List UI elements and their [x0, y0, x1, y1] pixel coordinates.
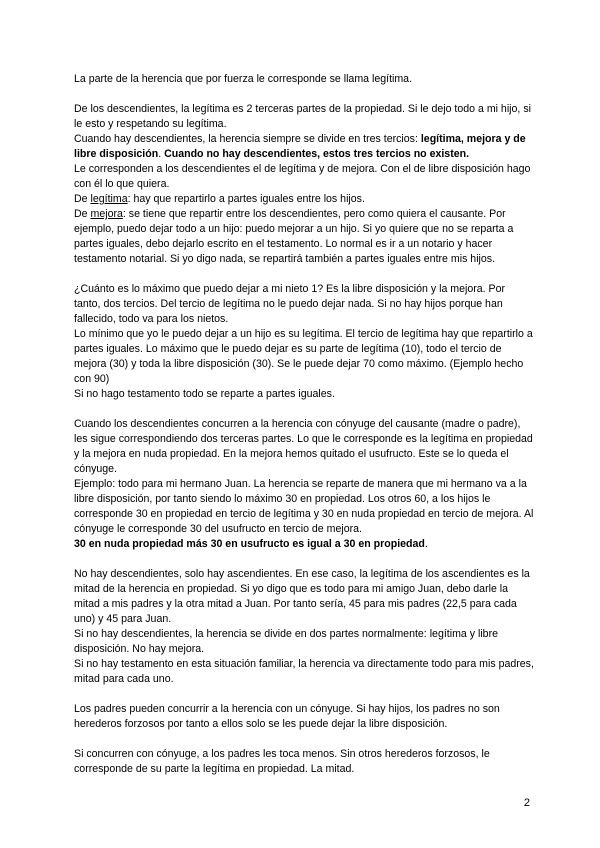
document-body	[74, 72, 534, 777]
paragraph-tres-tercios	[74, 132, 534, 162]
text: .	[158, 148, 165, 160]
paragraph-corresponden: Le corresponden a los descendientes el de legítima y de mejora. Con el de libre disposición hago con él lo que quiera.	[74, 163, 531, 190]
bold-text: legítima, mejora y de libre disposición	[74, 133, 526, 160]
paragraph-sin-testamento-padres: Si no hay testamento en esta situación familiar, la herencia va directamente todo para mis padres, mitad para cada uno.	[74, 658, 534, 685]
underlined-term-mejora: mejora	[90, 208, 123, 220]
paragraph-ascendientes: No hay descendientes, solo hay ascendientes. En ese caso, la legítima de los ascendientes es la mitad de la herencia en propiedad. Si yo digo que es todo para mi amigo Juan, debo darle la mitad a mis padres y la otra mitad a Juan. Por tanto sería, 45 para mis padres (22,5 para cada uno) y 45 para Juan.	[74, 568, 530, 625]
paragraph-padres-conyuge: Los padres pueden concurrir a la herencia con un cónyuge. Si hay hijos, los padres no son herederos forzosos por tanto a ellos solo se les puede dejar la libre disposición.	[74, 703, 500, 730]
bold-text: 30 en nuda propiedad más 30 en usufructo es igual a 30 en propiedad	[74, 538, 425, 550]
paragraph-descendientes: De los descendientes, la legítima es 2 terceras partes de la propiedad. Si le dejo todo a mi hijo, si le esto y respetando su legítima.	[74, 103, 531, 130]
paragraph-de-mejora	[74, 207, 534, 267]
paragraph-ejemplo-juan: Ejemplo: todo para mi hermano Juan. La herencia se reparte de manera que mi hermano va a la libre disposición, por tanto siendo lo máximo 30 en propiedad. Los otros 60, a los hijos le corresponde 30 en propiedad en tercio de legítima y 30 en nuda propiedad en tercio de mejora. Al cónyuge le corresponde 30 del usufructo en tercio de mejora.	[74, 478, 534, 535]
paragraph-concurren-conyuge: Si concurren con cónyuge, a los padres les toca menos. Sin otros herederos forzosos, le corresponde de su parte la legítima en propiedad. La mitad.	[74, 748, 490, 775]
paragraph-conclusion	[74, 537, 534, 552]
text: .	[424, 538, 428, 550]
paragraph-conyuge: Cuando los descendientes concurren a la herencia con cónyuge del causante (madre o padre), les sigue correspondiendo dos terceras partes. Lo que le corresponde es la legítima en propiedad y la mejora en nuda propiedad. En la mejora hemos quitado el usufructo. Este se lo queda el cónyuge.	[74, 418, 533, 475]
paragraph-maximo-nieto: ¿Cuánto es lo máximo que puedo dejar a mi nieto 1? Es la libre disposición y la mejora. Por tanto, dos tercios. Del tercio de legítima no le puedo dejar nada. Si no hay hijos porque han fallecido, todo va para los nietos.	[74, 283, 506, 325]
text: Cuando hay descendientes, la herencia siempre se divide en tres tercios:	[74, 133, 421, 145]
page-number: 2	[523, 797, 530, 809]
paragraph-intro: La parte de la herencia que por fuerza le corresponde se llama legítima.	[74, 73, 413, 85]
paragraph-de-legitima	[74, 192, 534, 207]
text: : se tiene que repartir entre los descendientes, pero como quiera el causante. Por ejemplo, puedo dejar todo a un hijo: puedo mejorar a un hijo. Si yo quiere que no se reparta a partes iguales, debo dejarlo escrito en el testamento. Lo normal es ir a un notario y hacer testamento notarial. Si yo digo nada, se repartirá también a partes iguales entre mis hijos.	[74, 208, 514, 265]
text: : hay que repartirlo a partes iguales entre los hijos.	[127, 193, 365, 205]
paragraph-dos-partes: Si no hay descendientes, la herencia se divide en dos partes normalmente: legítima y libre disposición. No hay mejora.	[74, 628, 498, 655]
text: De	[74, 208, 91, 220]
underlined-term-legitima: legítima	[90, 193, 128, 205]
paragraph-sin-testamento: Si no hago testamento todo se reparte a partes iguales.	[74, 388, 335, 400]
paragraph-minimo-hijo: Lo mínimo que yo le puedo dejar a un hijo es su legítima. El tercio de legítima hay que repartirlo a partes iguales. Lo máximo que le puedo dejar es su parte de legítima (10), todo el tercio de mejora (30) y toda la libre disposición (30). Se le puede dejar 70 como máximo. (Ejemplo hecho con 90)	[74, 328, 533, 385]
bold-text: Cuando no hay descendientes, estos tres tercios no existen.	[164, 148, 470, 160]
text: De	[74, 193, 91, 205]
